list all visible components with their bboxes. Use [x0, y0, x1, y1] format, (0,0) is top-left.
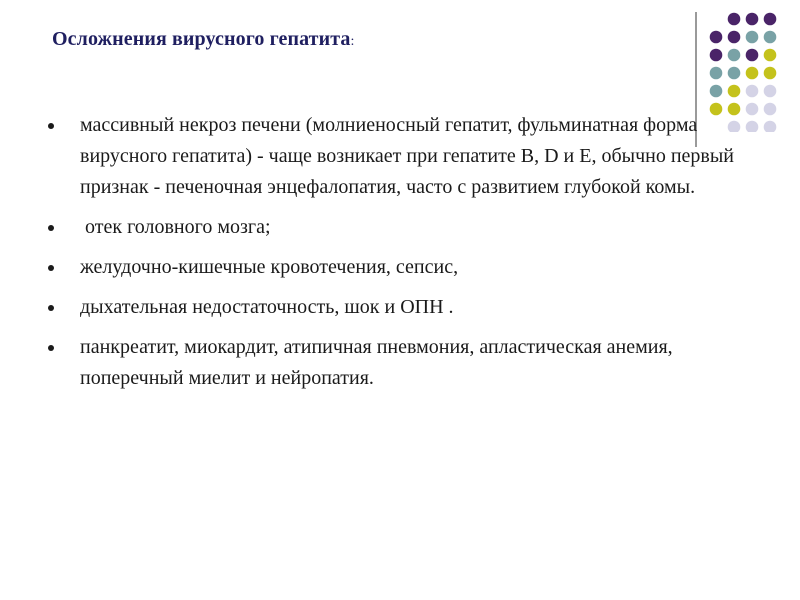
decorative-dot [746, 31, 759, 44]
bullet-text: дыхательная недостаточность, шок и ОПН . [80, 296, 454, 318]
bullet-text: желудочно-кишечные кровотечения, сепсис, [80, 256, 459, 278]
bullet-dot-icon [48, 123, 54, 129]
decorative-dot [746, 49, 759, 62]
decorative-dot [728, 13, 741, 26]
decorative-dot [728, 67, 741, 80]
decorative-dot [746, 67, 759, 80]
bullet-text: отек головного мозга; [80, 216, 271, 238]
decorative-dot [710, 31, 723, 44]
decorative-dot [764, 31, 777, 44]
bullet-list [48, 110, 748, 403]
decorative-dot [728, 49, 741, 62]
decorative-dot [764, 121, 777, 132]
decorative-dot [746, 13, 759, 26]
bullet-dot-icon [48, 305, 54, 311]
decorative-dot [764, 49, 777, 62]
bullet-item [48, 292, 748, 323]
bullet-dot-icon [48, 265, 54, 271]
slide-title-text: Осложнения вирусного гепатита [52, 28, 351, 50]
decorative-dot [764, 67, 777, 80]
bullet-item [48, 110, 748, 203]
bullet-text: массивный некроз печени (молниеносный гепатит, фульминатная форма вирусного гепатита) - чаще возникает при гепатите В, D и Е, обычно первый признак - печеночная энцефалопатия, часто с развитием глубокой комы. [80, 114, 734, 198]
bullet-text: панкреатит, миокардит, атипичная пневмония, апластическая анемия, поперечный миелит и нейропатия. [80, 336, 673, 389]
decorative-dot [764, 13, 777, 26]
slide-title [52, 28, 355, 51]
bullet-item [48, 252, 748, 283]
decorative-dot [710, 85, 723, 98]
decorative-dot [710, 49, 723, 62]
slide-title-colon: : [350, 34, 355, 49]
bullet-item [48, 212, 748, 243]
bullet-dot-icon [48, 345, 54, 351]
decorative-dot [764, 85, 777, 98]
decorative-dot [746, 85, 759, 98]
decorative-dot [764, 103, 777, 116]
decorative-dot [710, 67, 723, 80]
bullet-item [48, 332, 748, 394]
bullet-dot-icon [48, 225, 54, 231]
decorative-dot [728, 85, 741, 98]
decorative-dot [728, 31, 741, 44]
